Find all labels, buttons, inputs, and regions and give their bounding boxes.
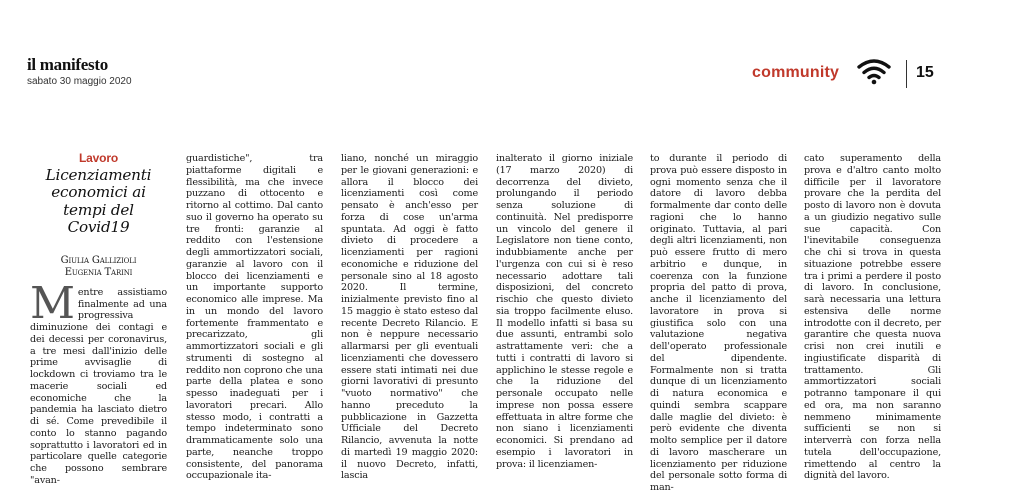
column-text: inalterato il giorno iniziale (17 marzo 2020) di decorrenza del divieto, prolungando il periodo senza soluzione di continuità. Nel predisporre un vincolo del genere il Legislatore non tiene conto, indubbiamente anche per l'urgenza con cui si è reso necessario adottare tali disposizioni, del concreto rischio che questo divieto sia troppo facilmente eluso. Il modello infatti si basa su due assunti, entrambi solo astrattamente veri: che a tutti i contratti di lavoro si applichino le stesse regole e che la riduzione del personale occupato nelle imprese non possa essere effettuata in altre forme che non siano i licenziamenti economici. Si prendano ad esempio i lavoratori in prova: il licenziamen- xyxy=(496,153,633,470)
article-column-2 xyxy=(186,153,323,482)
column-text: cato superamento della prova e d'altro canto molto difficile per il lavoratore provare che la perdita del posto di lavoro non è dovuta a un giudizio negativo sulle sue capacità. Con l'inevitabile conseguenza che chi si trova in questa situazione potrebbe essere tra i primi a perdere il posto di lavoro. In conclusione, sarà necessaria una lettura estensiva delle norme introdotte con il decreto, per garantire che questa nuova crisi non crei inutili e ingiustificate disparità di trattamento. Gli ammortizzatori sociali potranno tamponare il qui ed ora, ma non saranno nemmeno minimamente sufficienti se non si interverrà con forza nella tutela dell'occupazione, rimettendo al centro la dignità del lavoro. xyxy=(804,153,941,482)
article-title: Licenziamenti economici ai tempi del Covid19 xyxy=(45,165,152,237)
column-text: to durante il periodo di prova può essere disposto in ogni momento senza che il datore di lavoro debba formalmente dar conto delle ragioni che lo hanno originato. Tuttavia, al pari degli altri licenziamenti, non può essere frutto di mero arbitrio e dunque, in coerenza con la funzione propria del patto di prova, anche il licenziamento del lavoratore in prova si giustifica solo con una valutazione negativa dell'operato professionale del dipendente. Formalmente non si tratta dunque di un licenziamento di natura economica e quindi sembra scappare dalle maglie del divieto: è però evidente che diventa molto semplice per il datore di lavoro mascherare un licenziamento per riduzione del personale sotto forma di man- xyxy=(650,153,787,493)
drop-cap: M xyxy=(30,277,75,329)
masthead xyxy=(27,55,132,87)
author-name: Eugenia Tarini xyxy=(64,266,133,278)
column-text: guardistiche", tra piattaforme digitali e flessibilità, ma che invece puzzano di ottocento e ritorno al cottimo. Dal canto suo il governo ha operato su tre fronti: garanzie al reddito con l'estensione degli ammortizzatori sociali, garanzie al lavoro con il blocco dei licenziamenti e un importante supporto economico alle imprese. Ma in un mondo del lavoro fortemente frammentato e precarizzato, gli ammortizzatori sociali e gli strumenti di sostegno al reddito non coprono che una parte della platea e sono spesso inadeguati per i lavoratori precari. Allo stesso modo, i contratti a tempo indeterminato sono drammaticamente solo una parte, neanche troppo consistente, del panorama occupazionale ita- xyxy=(186,153,323,482)
section-label: community xyxy=(752,64,840,81)
article-column-6 xyxy=(804,153,941,482)
article-column-5 xyxy=(650,153,787,494)
newspaper-logo: il manifesto xyxy=(27,55,108,74)
author-name: Giulia Gallizioli xyxy=(60,254,137,266)
article-authors xyxy=(30,255,167,279)
page-number: 15 xyxy=(916,64,934,81)
wifi-icon xyxy=(856,57,892,85)
article-kicker: Lavoro xyxy=(78,151,119,165)
article-column-3 xyxy=(341,153,478,482)
article-column-4 xyxy=(496,153,633,470)
column-text: liano, nonché un miraggio per le giovani generazioni: e allora il blocco dei licenziamenti così come pensato è anch'esso per forza di cose un'arma spuntata. Ad oggi è fatto divieto di procedere a licenziamenti per ragioni economiche e riduzione del personale sino al 18 agosto 2020. Il termine, inizialmente previsto fino al 15 maggio è stato esteso dal recente Decreto Rilancio. E non è neppure necessario allarmarsi per gli eventuali licenziamenti che dovessero essere stati intimati nei due giorni lavorativi di presunto "vuoto normativo" che hanno preceduto la pubblicazione in Gazzetta Ufficiale del Decreto Rilancio, avvenuta la notte di martedì 19 maggio 2020: il nuovo Decreto, infatti, lascia xyxy=(341,153,478,482)
issue-date: sabato 30 maggio 2020 xyxy=(27,76,132,87)
article-lead-paragraph xyxy=(30,277,167,487)
column-text: entre assistiamo finalmente ad una progressiva diminuzione dei contagi e dei decessi per coronavirus, a tre mesi dall'inizio delle prime avvisaglie di lockdown ci troviamo tra le macerie sociali ed economiche che la pandemia ha lasciato dietro di sé. Come prevedibile il conto lo stanno pagando soprattutto i lavoratori ed in particolare quelle categorie che possono sembrare "avan- xyxy=(30,286,167,486)
header-divider xyxy=(906,60,907,88)
article-column-1 xyxy=(30,153,167,487)
